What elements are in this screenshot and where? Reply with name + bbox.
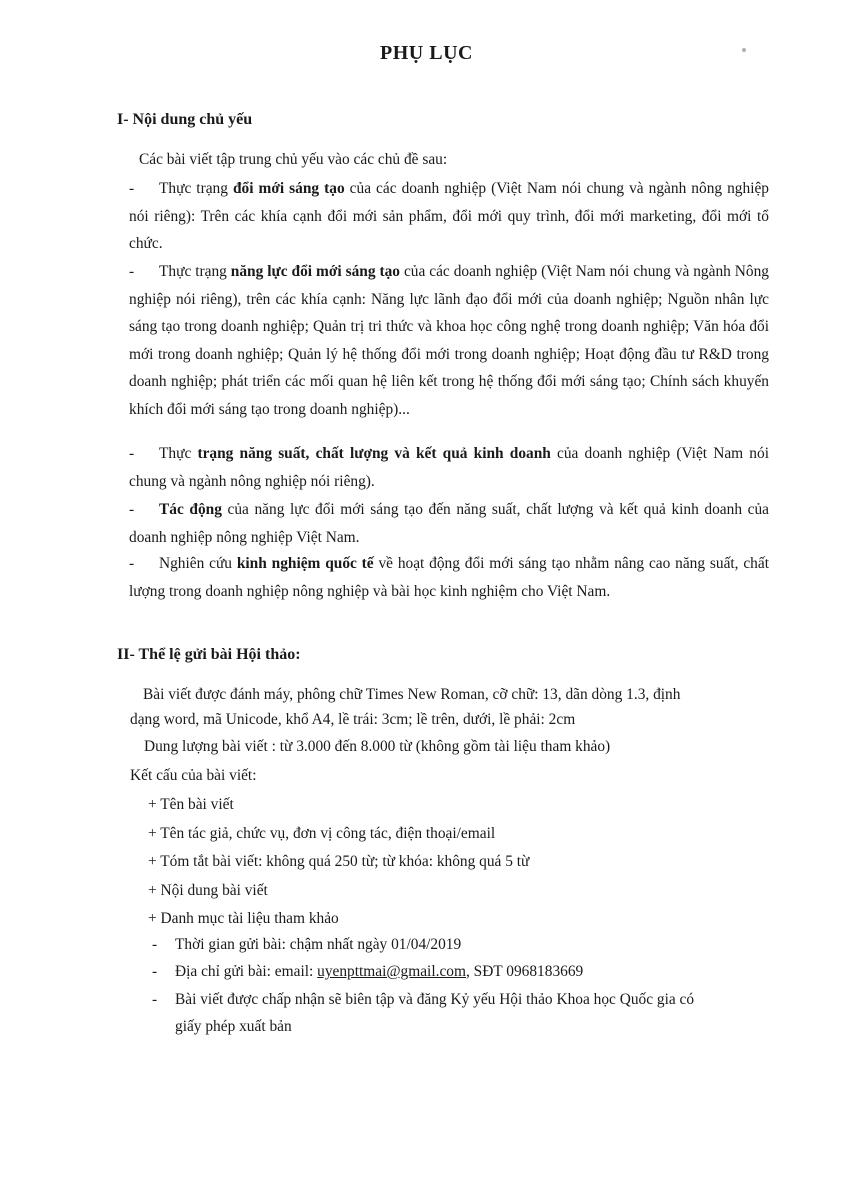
topic-keyword: kinh nghiệm quốc tế [236,555,374,572]
topic-text: về hoạt động đổi mới sáng tạo nhằm nâng cao năng suất, chất lượng trong doanh nghiệp nông nghiệp và bài học kinh nghiệm cho Việt Nam. [129,555,769,600]
topic-keyword: đổi mới sáng tạo [232,180,345,197]
topic-item-1 [129,175,769,258]
topic-item-5 [129,550,769,605]
structure-item: + Nội dung bài viết [148,882,268,899]
structure-item: + Tóm tắt bài viết: không quá 250 từ; từ khóa: không quá 5 từ [148,853,530,870]
email-link[interactable]: uyenpttmai@gmail.com [317,963,466,980]
publish-rule-line-2: giấy phép xuất bản [175,1018,292,1035]
publish-rule-line-1: Bài viết được chấp nhận sẽ biên tập và đăng Kỷ yếu Hội thảo Khoa học Quốc gia có [175,991,695,1008]
format-rule-line-2: dạng word, mã Unicode, khổ A4, lề trái: 3cm; lề trên, dưới, lề phải: 2cm [130,711,576,728]
bullet-dash: - [129,501,135,518]
address-rule [175,962,583,982]
topic-keyword: trạng năng suất, chất lượng và kết quả kinh doanh [197,445,551,462]
length-rule: Dung lượng bài viết : từ 3.000 đến 8.000 từ (không gồm tài liệu tham khảo) [144,738,611,755]
page-title: PHỤ LỤC [380,42,473,64]
topic-keyword: Tác động [159,501,222,518]
structure-item: + Tên tác giả, chức vụ, đơn vị công tác, điện thoại/email [148,825,496,842]
format-rule-line-1: Bài viết được đánh máy, phông chữ Times New Roman, cỡ chữ: 13, dãn dòng 1.3, định [143,686,681,703]
bullet-dash: - [152,936,158,953]
structure-item: + Tên bài viết [148,796,234,813]
topic-text: của các doanh nghiệp (Việt Nam nói chung và ngành nông nghiệp nói riêng): Trên các khía cạnh đổi mới sản phẩm, đổi mới quy trình, đổi mới marketing, đổi mới tổ chức. [129,180,769,253]
bullet-dash: - [152,991,158,1008]
topic-text: Thực trạng [159,263,231,280]
address-text: Địa chỉ gửi bài: email: [175,963,318,980]
bullet-dash: - [152,963,158,980]
topic-text: của năng lực đổi mới sáng tạo đến năng suất, chất lượng và kết quả kinh doanh của doanh nghiệp nông nghiệp Việt Nam. [129,501,769,546]
phone-text: , SĐT 0968183669 [465,963,584,980]
section-1-heading: I- Nội dung chủ yếu [117,111,253,128]
topic-item-4 [129,496,769,551]
topic-keyword: năng lực đổi mới sáng tạo [230,263,400,280]
bullet-dash: - [129,263,135,280]
structure-label: Kết cấu của bài viết: [130,767,257,784]
topic-item-2 [129,258,769,424]
topic-text: của doanh nghiệp (Việt Nam nói chung và ngành nông nghiệp nói riêng). [129,445,769,490]
topic-text: Thực trạng [159,180,233,197]
topic-item-3 [129,440,769,495]
section-1-intro: Các bài viết tập trung chủ yếu vào các chủ đề sau: [139,151,448,168]
structure-item: + Danh mục tài liệu tham khảo [148,910,339,927]
topic-text: của các doanh nghiệp (Việt Nam nói chung và ngành Nông nghiệp nói riêng), trên các khía cạnh: Năng lực lãnh đạo đổi mới của doanh nghiệp; Nguồn nhân lực sáng tạo trong doanh nghiệp; Quản trị tri thức và khoa học công nghệ trong doanh nghiệp; Văn hóa đổi mới trong doanh nghiệp; Quản lý hệ thống đổi mới trong doanh nghiệp; Hoạt động đầu tư R&D trong doanh nghiệp; phát triển các mối quan hệ liên kết trong hệ thống đổi mới sáng tạo; Chính sách khuyến khích đổi mới sáng tạo trong doanh nghiệp)... [129,263,769,418]
bullet-dash: - [129,445,135,462]
topic-text: Thực [159,445,198,462]
section-2-heading: II- Thể lệ gửi bài Hội thảo: [117,646,301,663]
bullet-dash: - [129,555,135,572]
bullet-dash: - [129,180,135,197]
deadline-rule: Thời gian gửi bài: chậm nhất ngày 01/04/2019 [175,936,462,953]
topic-text: Nghiên cứu [159,555,237,572]
